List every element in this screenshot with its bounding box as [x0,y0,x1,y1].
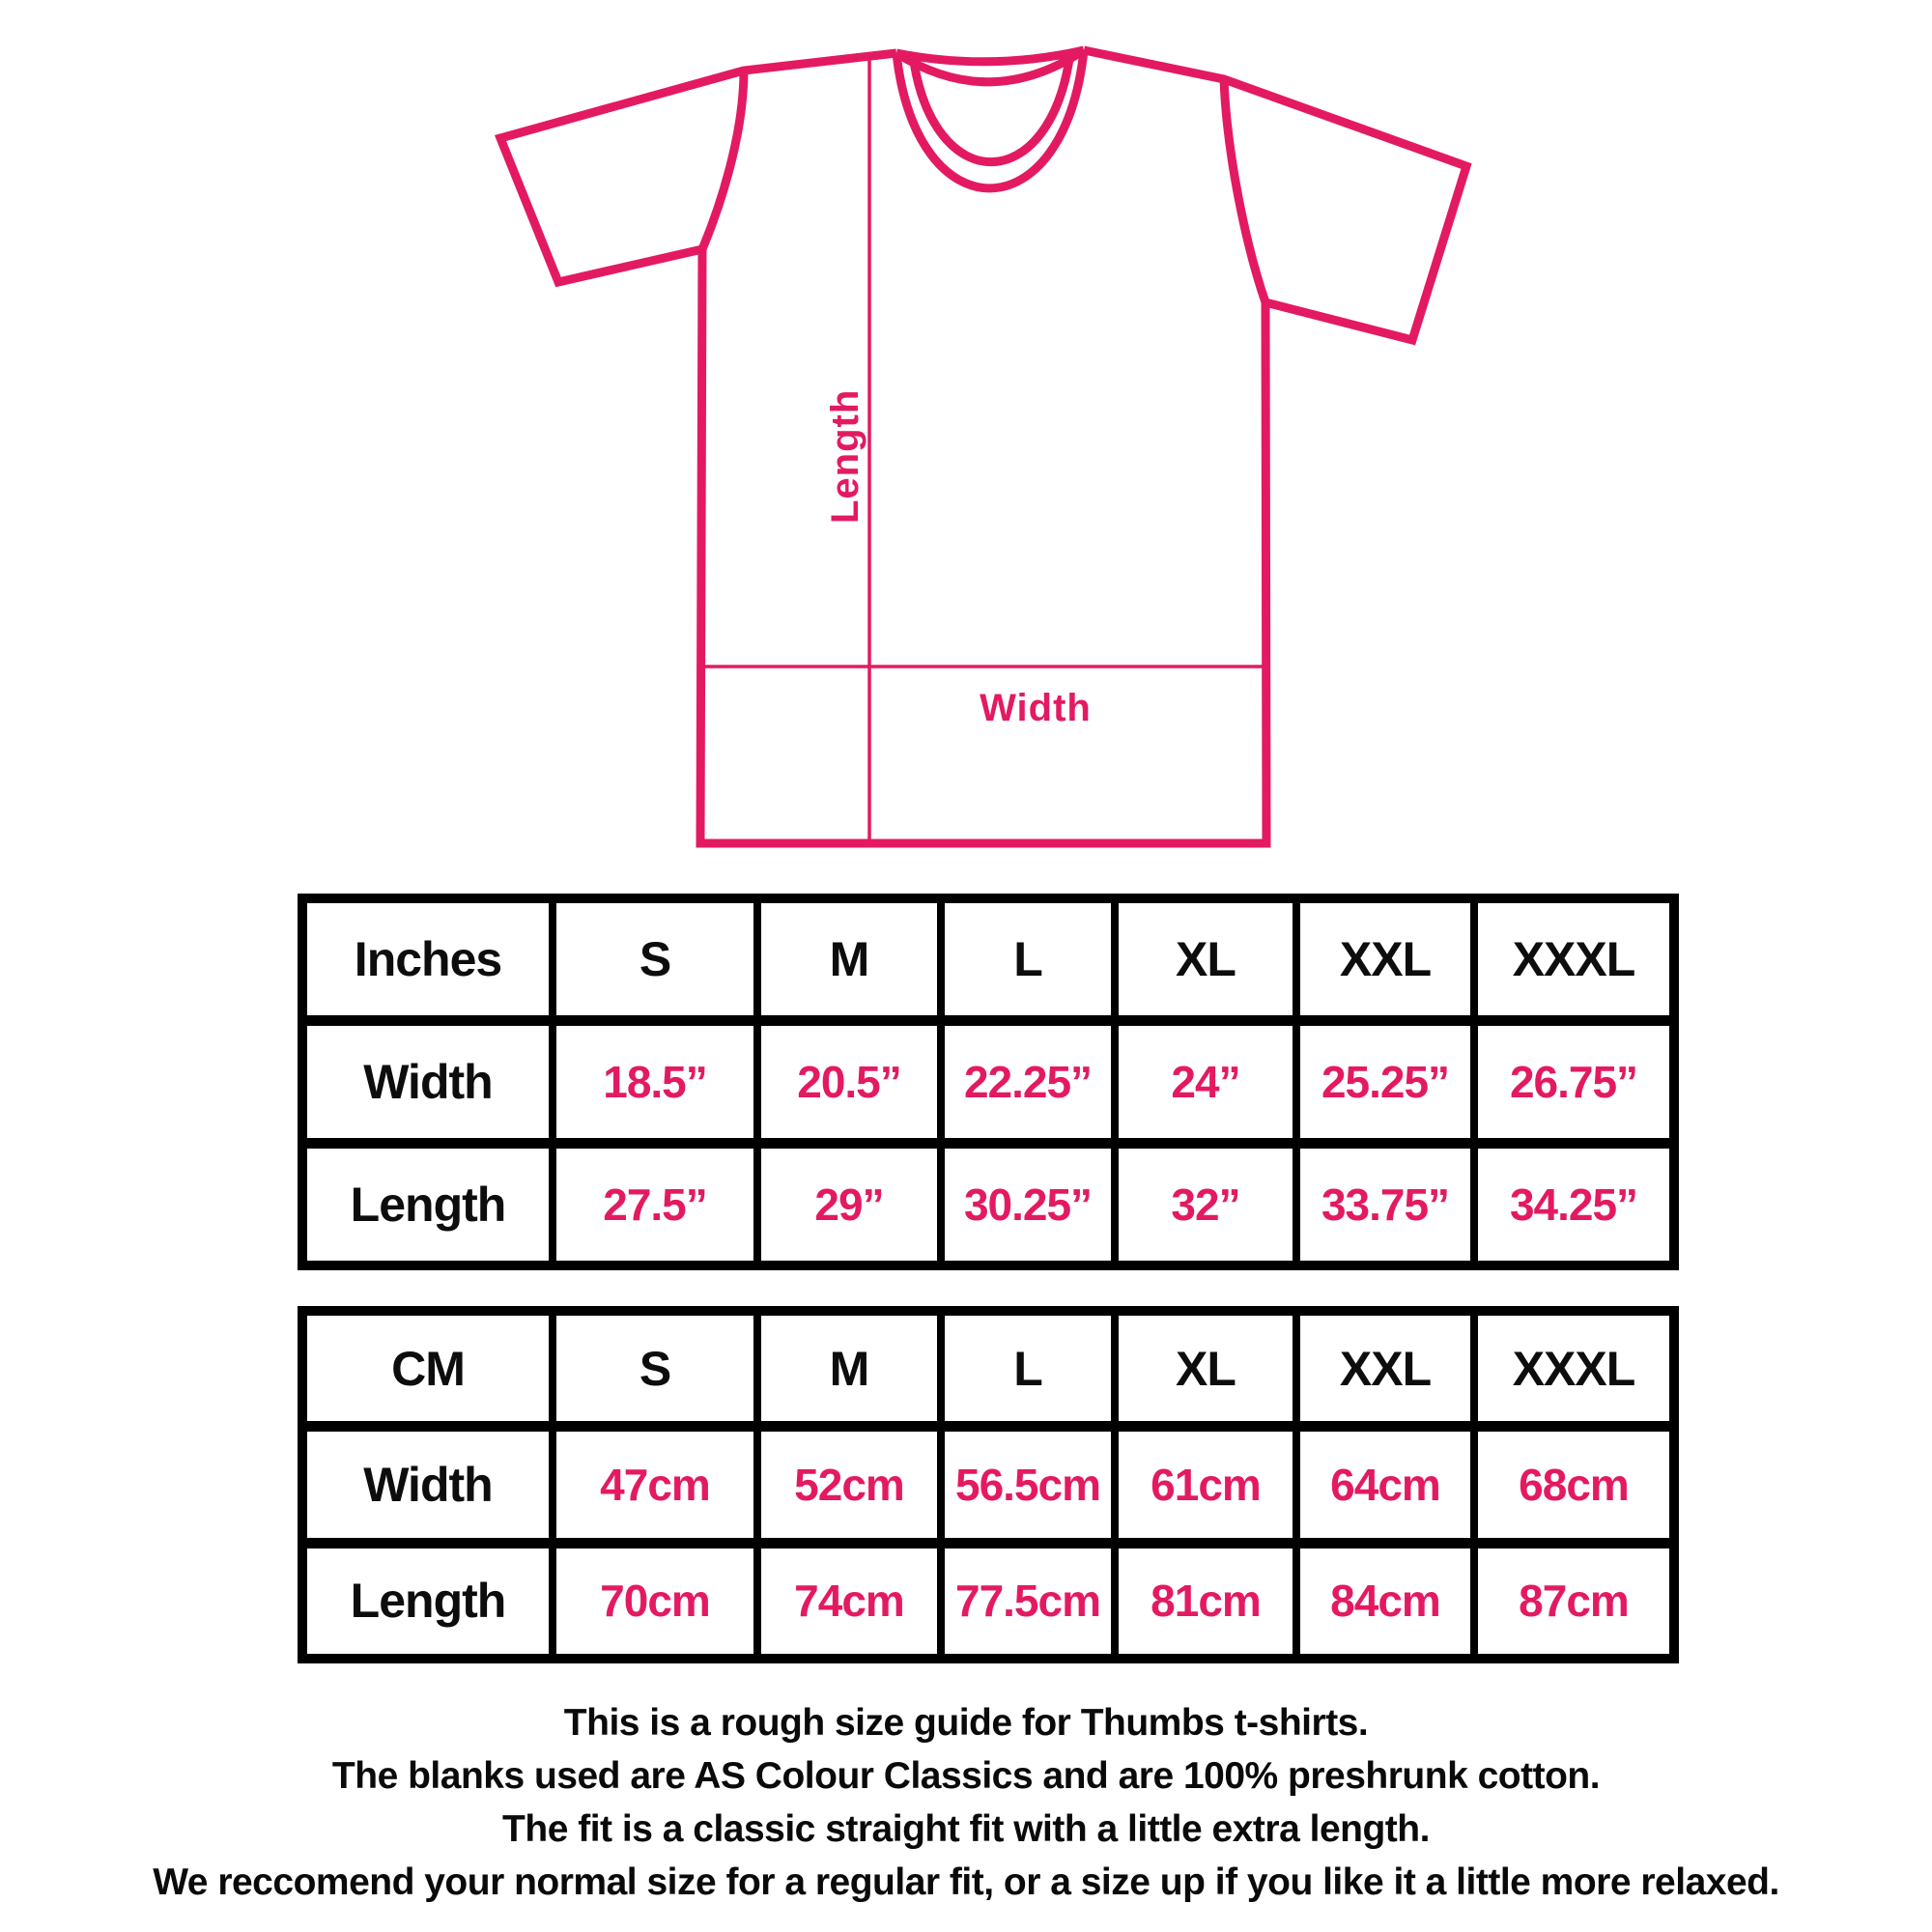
size-header-xxxl: XXXL [1478,1316,1669,1421]
width-value-xl: 61cm [1119,1432,1293,1537]
length-value-l: 30.25” [945,1149,1111,1261]
tshirt-body-outline [700,249,1266,843]
width-value-l: 56.5cm [945,1432,1111,1537]
tshirt-left-sleeve-outline [500,53,896,282]
length-value-xl: 81cm [1119,1548,1293,1654]
width-value-s: 18.5” [556,1026,753,1138]
unit-header: Inches [307,903,549,1015]
size-header-s: S [556,903,753,1015]
length-value-s: 70cm [556,1548,753,1654]
size-header-s: S [556,1316,753,1421]
size-header-xxl: XXL [1300,903,1470,1015]
tshirt-right-armhole-seam [1224,79,1265,302]
size-header-m: M [761,903,937,1015]
size-header-l: L [945,1316,1111,1421]
note-line: The fit is a classic straight fit with a little extra length. [502,1808,1430,1850]
size-header-xl: XL [1119,903,1293,1015]
note-line: The blanks used are AS Colour Classics and are 100% preshrunk cotton. [331,1755,1601,1797]
length-value-xxl: 84cm [1300,1548,1470,1654]
note-line: We reccomend your normal size for a regular fit, or a size up if you like it a little more relaxed. [153,1861,1779,1903]
length-value-xxl: 33.75” [1300,1149,1470,1261]
width-value-l: 22.25” [945,1026,1111,1138]
size-header-xl: XL [1119,1316,1293,1421]
width-value-xxxl: 68cm [1478,1432,1669,1537]
width-value-s: 47cm [556,1432,753,1537]
length-value-xl: 32” [1119,1149,1293,1261]
size-header-m: M [761,1316,937,1421]
length-measure-label: Length [824,388,867,524]
width-value-xxxl: 26.75” [1478,1026,1669,1138]
unit-header: CM [307,1316,549,1421]
row-label-width: Width [307,1026,549,1138]
tshirt-right-sleeve-outline [1084,50,1466,340]
width-value-xxl: 25.25” [1300,1026,1470,1138]
length-value-m: 74cm [761,1548,937,1654]
note-line: This is a rough size guide for Thumbs t-shirts. [563,1702,1369,1744]
size-header-xxl: XXL [1300,1316,1470,1421]
size-header-xxxl: XXXL [1478,903,1669,1015]
length-value-s: 27.5” [556,1149,753,1261]
width-value-m: 52cm [761,1432,937,1537]
tshirt-left-armhole-seam [702,71,744,249]
width-measure-label: Width [980,687,1092,729]
row-label-length: Length [307,1548,549,1654]
length-value-m: 29” [761,1149,937,1261]
tshirt-diagram [444,29,1488,850]
size-table-cm [298,1306,1679,1663]
width-value-xl: 24” [1119,1026,1293,1138]
tshirt-collar-back-top [896,50,1084,62]
size-table-inches [298,894,1679,1270]
row-label-length: Length [307,1149,549,1261]
length-value-l: 77.5cm [945,1548,1111,1654]
length-value-xxxl: 87cm [1478,1548,1669,1654]
width-value-xxl: 64cm [1300,1432,1470,1537]
width-value-m: 20.5” [761,1026,937,1138]
length-value-xxxl: 34.25” [1478,1149,1669,1261]
row-label-width: Width [307,1432,549,1537]
size-guide-notes [0,1696,1932,1909]
size-header-l: L [945,903,1111,1015]
